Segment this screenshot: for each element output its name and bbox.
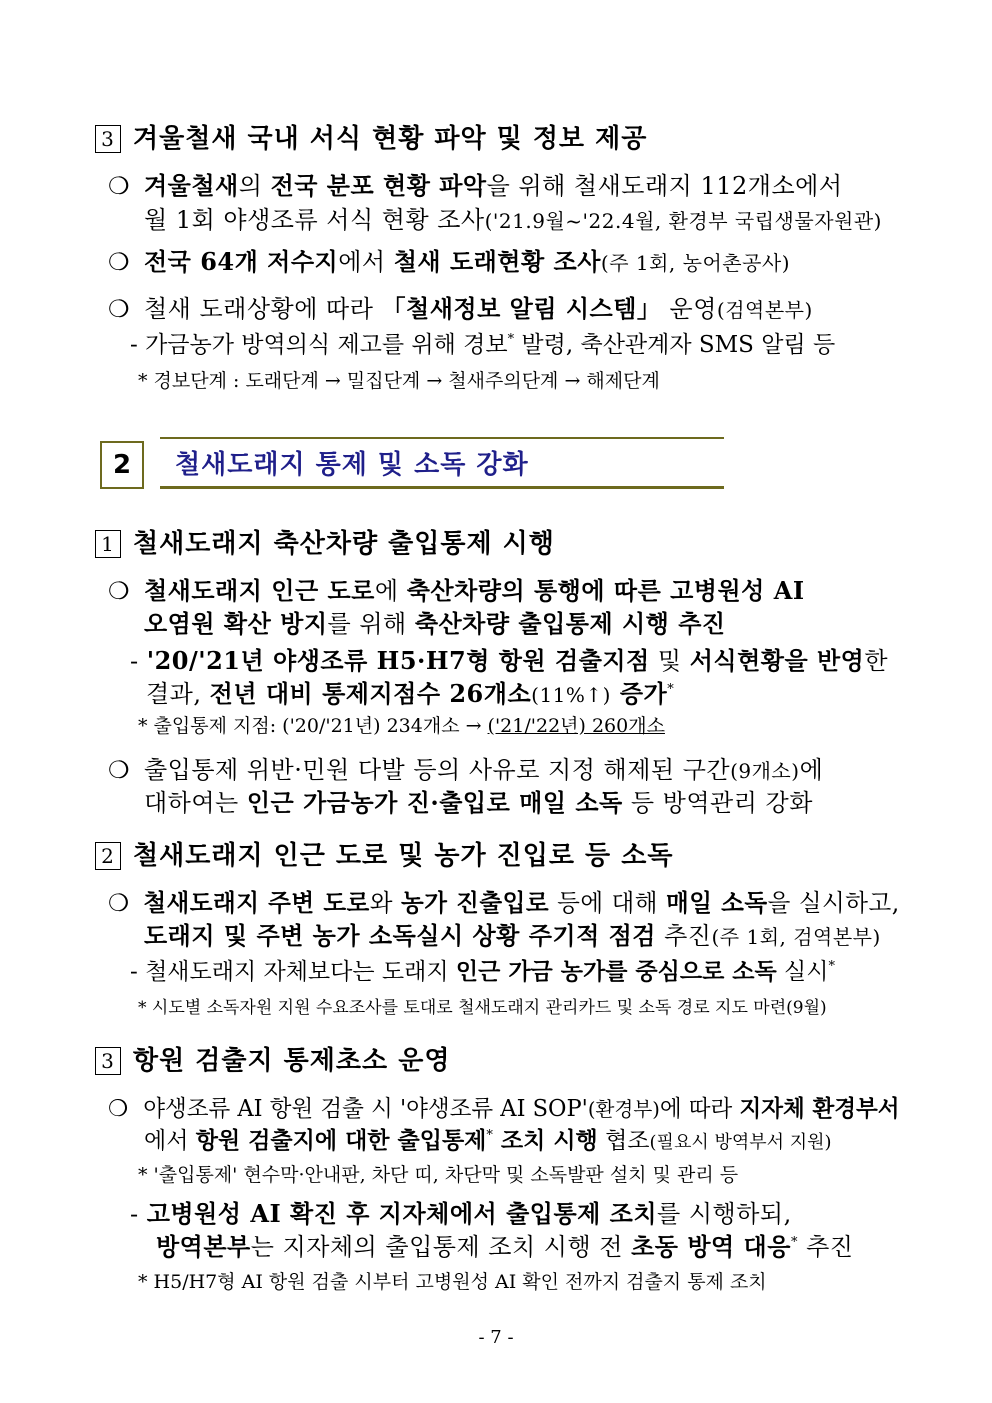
- note-6: [138, 993, 827, 1018]
- circle-bullet-icon: ❍: [108, 756, 131, 784]
- text: 에 따라: [659, 1096, 740, 1122]
- subsection-number-box: 3: [95, 1047, 121, 1075]
- dash-item-4-line2: [146, 674, 674, 709]
- text-bold: 항원 검출지에 대한 출입통제: [195, 1127, 487, 1154]
- circle-bullet-icon: ❍: [108, 577, 131, 605]
- text: 의: [238, 172, 271, 200]
- text-underlined: ('21/'22년) 260개소: [487, 715, 665, 737]
- text-bold: 전국 분포 현황 파악: [270, 171, 487, 200]
- dash-marker: -: [130, 1200, 139, 1228]
- text: 출입통제 위반·민원 다발 등의 사유로 지정 해제된 구간: [144, 756, 731, 784]
- text: 시도별 소독자원 지원 수요조사를 토대로 철새도래지 관리카드 및 소독 경로 지도 마련(9월): [151, 998, 827, 1018]
- dash-item-7-line2: [156, 1227, 853, 1262]
- bullet-paragraph-3: [108, 289, 813, 324]
- subsection-heading-2: [95, 835, 673, 872]
- text: 야생조류 AI 항원 검출 시 '야생조류 AI SOP': [143, 1096, 588, 1122]
- text-small: ('21.9월~'22.4월, 환경부 국립생물자원관): [484, 209, 882, 233]
- dash-item-6: [130, 953, 835, 986]
- text-bold: 축산차량 출입통제 시행 추진: [414, 609, 726, 638]
- text-bold: 전년 대비 통제지점수 26개소: [209, 679, 532, 708]
- bullet-paragraph-1-line1: [108, 166, 843, 201]
- note-7b: [138, 1267, 767, 1294]
- section-rule-bottom: [160, 486, 724, 489]
- text-bold: 초동 방역 대응: [631, 1232, 791, 1261]
- footnote-marker: *: [828, 959, 835, 974]
- text-small: (검역본부): [716, 298, 813, 322]
- subsection-heading-3b: [95, 1040, 450, 1077]
- text: 가금농가 방역의식 제고를 위해 경보: [145, 332, 508, 358]
- text-small: (환경부): [587, 1097, 660, 1121]
- subsection-heading-3a: [95, 118, 647, 155]
- text: 에: [799, 756, 824, 784]
- text: 철새 도래상황에 따라: [144, 295, 382, 323]
- text-bold: 농가 진출입로: [401, 888, 550, 917]
- text-small: (필요시 방역부서 지원): [649, 1132, 832, 1153]
- text-bold: 증가: [610, 679, 668, 708]
- footnote-marker: *: [507, 332, 515, 347]
- text: 는 지자체의 출입통제 조치 시행 전: [250, 1233, 632, 1261]
- text: '출입통제' 현수막·안내판, 차단 띠, 차단막 및 소독발판 설치 및 관리 등: [153, 1164, 739, 1186]
- text: 추진: [655, 922, 712, 950]
- asterisk-marker: *: [138, 370, 148, 392]
- bullet-paragraph-4-line2: [144, 604, 726, 639]
- dash-item-7-line1: [130, 1194, 792, 1229]
- text: 을 위해 철새도래지 112개소에서: [486, 172, 843, 200]
- text: H5/H7형 AI 항원 검출 시부터 고병원성 AI 확인 전까지 검출지 통제 조치: [153, 1271, 767, 1293]
- subsection-title: 항원 검출지 통제초소 운영: [133, 1046, 451, 1076]
- text-bold: 고병원성 AI 확진 후 지자체에서 출입통제 조치: [146, 1199, 658, 1228]
- page-number: - 7 -: [478, 1327, 514, 1348]
- text: 월 1회 야생조류 서식 현황 조사: [144, 206, 485, 234]
- subsection-number-box: 1: [95, 530, 121, 558]
- text: 와: [369, 889, 402, 917]
- text: 추진: [797, 1233, 854, 1261]
- text-bold: 철새도래지 주변 도로: [143, 888, 370, 917]
- footnote-marker: *: [486, 1128, 493, 1143]
- note-7a: [138, 1160, 738, 1187]
- text-small: (11%↑): [531, 683, 611, 707]
- text-bold: 「철새정보 알림 시스템」: [381, 294, 662, 323]
- section-rule-top: [160, 437, 724, 439]
- bullet-paragraph-6-line1: [108, 883, 900, 918]
- text: 결과,: [146, 680, 210, 708]
- subsection-title: 철새도래지 축산차량 출입통제 시행: [133, 529, 555, 559]
- text-bold: 도래지 및 주변 농가 소독실시 상황 주기적 점검: [144, 921, 656, 950]
- text-bold: 조치 시행: [492, 1127, 598, 1154]
- text-small: (주 1회, 검역본부): [711, 925, 881, 949]
- note-4: [138, 711, 665, 738]
- text-small: (9개소): [730, 759, 800, 783]
- text-bold: 방역본부: [156, 1232, 251, 1261]
- text-small: (주 1회, 농어촌공사): [600, 251, 791, 275]
- text: 실시: [776, 959, 829, 985]
- text: 철새도래지 자체보다는 도래지: [145, 959, 456, 985]
- circle-bullet-icon: ❍: [108, 172, 131, 200]
- text: 출입통제 지점: ('20/'21년) 234개소 →: [153, 715, 488, 737]
- asterisk-marker: *: [138, 715, 148, 737]
- text-bold: 인근 가금농가 진·출입로 매일 소독: [246, 788, 623, 817]
- bullet-paragraph-7-line2: [144, 1122, 832, 1155]
- text: 등에 대해: [549, 889, 666, 917]
- footnote-marker: *: [667, 682, 675, 697]
- text-bold: 매일 소독: [665, 888, 768, 917]
- bullet-paragraph-5-line2: [144, 783, 813, 818]
- subsection-number-box: 2: [95, 842, 121, 870]
- text: 에: [374, 577, 407, 605]
- text: 한: [864, 647, 889, 675]
- subsection-title: 철새도래지 인근 도로 및 농가 진입로 등 소독: [133, 841, 674, 871]
- section-number-box: 2: [100, 441, 144, 489]
- text-bold: '20/'21년 야생조류 H5·H7형 항원 검출지점: [146, 646, 650, 675]
- text-bold: 철새 도래현황 조사: [393, 247, 601, 276]
- dash-marker: -: [130, 647, 139, 675]
- asterisk-marker: *: [138, 1271, 148, 1293]
- bullet-paragraph-6-line2: [144, 916, 881, 951]
- circle-bullet-icon: ❍: [108, 248, 131, 276]
- subsection-title: 겨울철새 국내 서식 현황 파악 및 정보 제공: [133, 124, 648, 154]
- text: 협조: [597, 1128, 650, 1154]
- circle-bullet-icon: ❍: [108, 1096, 129, 1122]
- dash-marker: -: [130, 332, 138, 358]
- text-bold: 겨울철새: [144, 171, 239, 200]
- text-bold: 축산차량의 통행에 따른 고병원성 AI: [406, 576, 805, 605]
- circle-bullet-icon: ❍: [108, 889, 130, 917]
- text: 경보단계 : 도래단계 → 밀집단계 → 철새주의단계 → 해제단계: [153, 370, 660, 392]
- circle-bullet-icon: ❍: [108, 295, 131, 323]
- text: 에서: [144, 1128, 196, 1154]
- text-bold: 철새도래지 인근 도로: [144, 576, 375, 605]
- section-title: 철새도래지 통제 및 소독 강화: [175, 450, 529, 480]
- bullet-paragraph-1-line2: [144, 200, 882, 235]
- note-3: [138, 366, 660, 393]
- asterisk-marker: *: [138, 998, 147, 1018]
- subsection-number-box: 3: [95, 125, 121, 153]
- dash-item-3: [130, 326, 835, 359]
- text: 를 위해: [327, 610, 415, 638]
- text: 를 시행하되,: [657, 1200, 792, 1228]
- bullet-paragraph-2: [108, 242, 790, 277]
- text: 대하여는: [144, 789, 247, 817]
- text: 발령, 축산관계자 SMS 알림 등: [514, 332, 836, 358]
- text-bold: 전국 64개 저수지: [144, 247, 339, 276]
- subsection-heading-1: [95, 523, 555, 560]
- footnote-marker: *: [790, 1235, 798, 1250]
- asterisk-marker: *: [138, 1164, 148, 1186]
- text: 에서: [338, 248, 394, 276]
- bullet-paragraph-7-line1: [108, 1090, 900, 1123]
- text-bold: 오염원 확산 방지: [144, 609, 328, 638]
- bullet-paragraph-4-line1: [108, 571, 805, 606]
- text: 등 방역관리 강화: [622, 789, 813, 817]
- text-bold: 지자체 환경부서: [739, 1095, 900, 1122]
- bullet-paragraph-5-line1: [108, 750, 823, 785]
- dash-item-4-line1: [130, 641, 888, 676]
- text: 및: [649, 647, 690, 675]
- text-bold: 서식현황을 반영: [689, 646, 865, 675]
- dash-marker: -: [130, 959, 138, 985]
- text-bold: 인근 가금 농가를 중심으로 소독: [455, 958, 777, 985]
- text: 운영: [661, 295, 717, 323]
- text: 을 실시하고,: [767, 889, 900, 917]
